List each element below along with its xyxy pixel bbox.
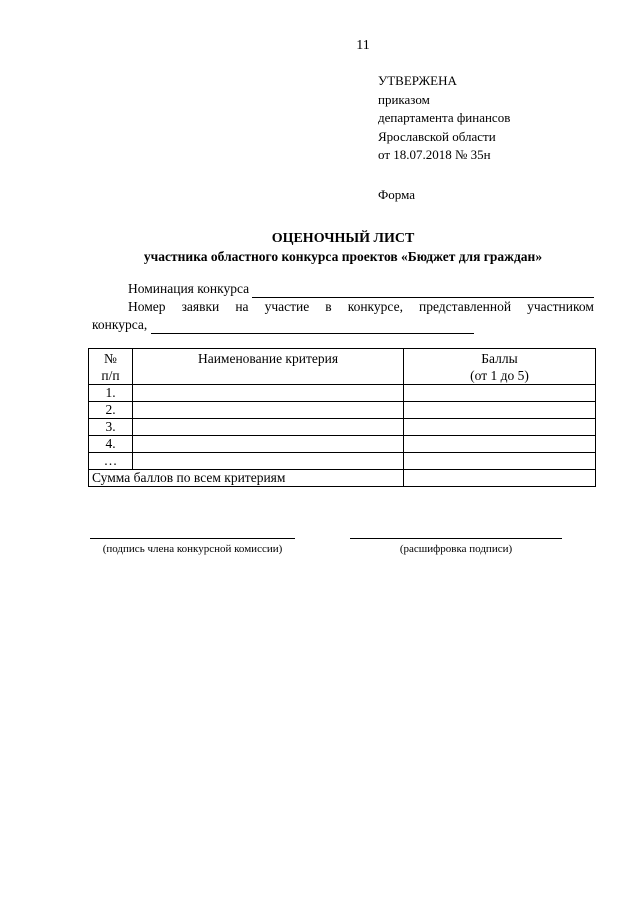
application-fill-line[interactable] [151,319,474,334]
nomination-section [92,280,594,334]
signature-right [350,538,562,556]
signature-decode-line[interactable] [350,538,562,539]
signature-left [90,538,295,556]
table-row [89,453,596,470]
row-number: … [89,453,133,470]
application-word: конкурсе, [347,299,403,314]
approval-line: от 18.07.2018 № 35н [378,147,491,162]
application-word: участником [527,299,594,314]
application-word: Номер [128,299,166,314]
score-cell[interactable] [404,385,596,402]
table-header-row [89,349,596,385]
criteria-table [88,348,596,487]
application-word: представленной [419,299,512,314]
nomination-fill-line[interactable] [252,283,594,298]
score-cell[interactable] [404,453,596,470]
approval-line: департамента финансов [378,110,511,125]
score-cell[interactable] [404,436,596,453]
score-cell[interactable] [404,402,596,419]
application-word: участие [264,299,310,314]
document-title: ОЦЕНОЧНЫЙ ЛИСТ [271,231,415,246]
application-prefix: конкурса, [92,317,148,332]
application-word: на [235,299,249,314]
header-num-line: п/п [101,368,120,383]
table-row [89,402,596,419]
approval-line: приказом [378,91,430,107]
approval-line: Ярославской области [378,128,496,144]
header-score-line: (от 1 до 5) [470,368,529,383]
table-row [89,436,596,453]
page-number: 11 [356,38,370,53]
sum-score-cell[interactable] [404,470,596,487]
nomination-line [92,280,594,298]
application-line [92,298,594,316]
row-number: 3. [89,419,133,436]
header-criterion-name: Наименование критерия [133,349,404,385]
header-num [89,349,133,385]
sum-label: Сумма баллов по всем критериям [89,470,404,487]
signature-line[interactable] [90,538,295,539]
row-number: 1. [89,385,133,402]
nomination-label: Номинация конкурса [128,281,250,296]
row-number: 2. [89,402,133,419]
header-num-line: № [104,351,117,366]
criterion-cell[interactable] [133,402,404,419]
table-row [89,419,596,436]
table-row [89,385,596,402]
header-score-line: Баллы [481,351,518,366]
sum-row [89,470,596,487]
criterion-cell[interactable] [133,419,404,436]
application-word: заявки [181,299,220,314]
criterion-cell[interactable] [133,453,404,470]
criterion-cell[interactable] [133,436,404,453]
application-word: в [325,299,332,314]
score-cell[interactable] [404,419,596,436]
header-score [404,349,596,385]
criterion-cell[interactable] [133,385,404,402]
row-number: 4. [89,436,133,453]
signature-decode-caption: (расшифровка подписи) [399,543,513,555]
signature-caption: (подпись члена конкурсной комиссии) [102,543,283,555]
approval-block [378,72,510,204]
approval-line: УТВЕРЖЕНА [378,73,457,88]
document-subtitle: участника областного конкурса проектов «Бюджет для граждан» [143,249,543,264]
form-label: Форма [378,186,415,202]
application-line-2 [92,316,594,334]
